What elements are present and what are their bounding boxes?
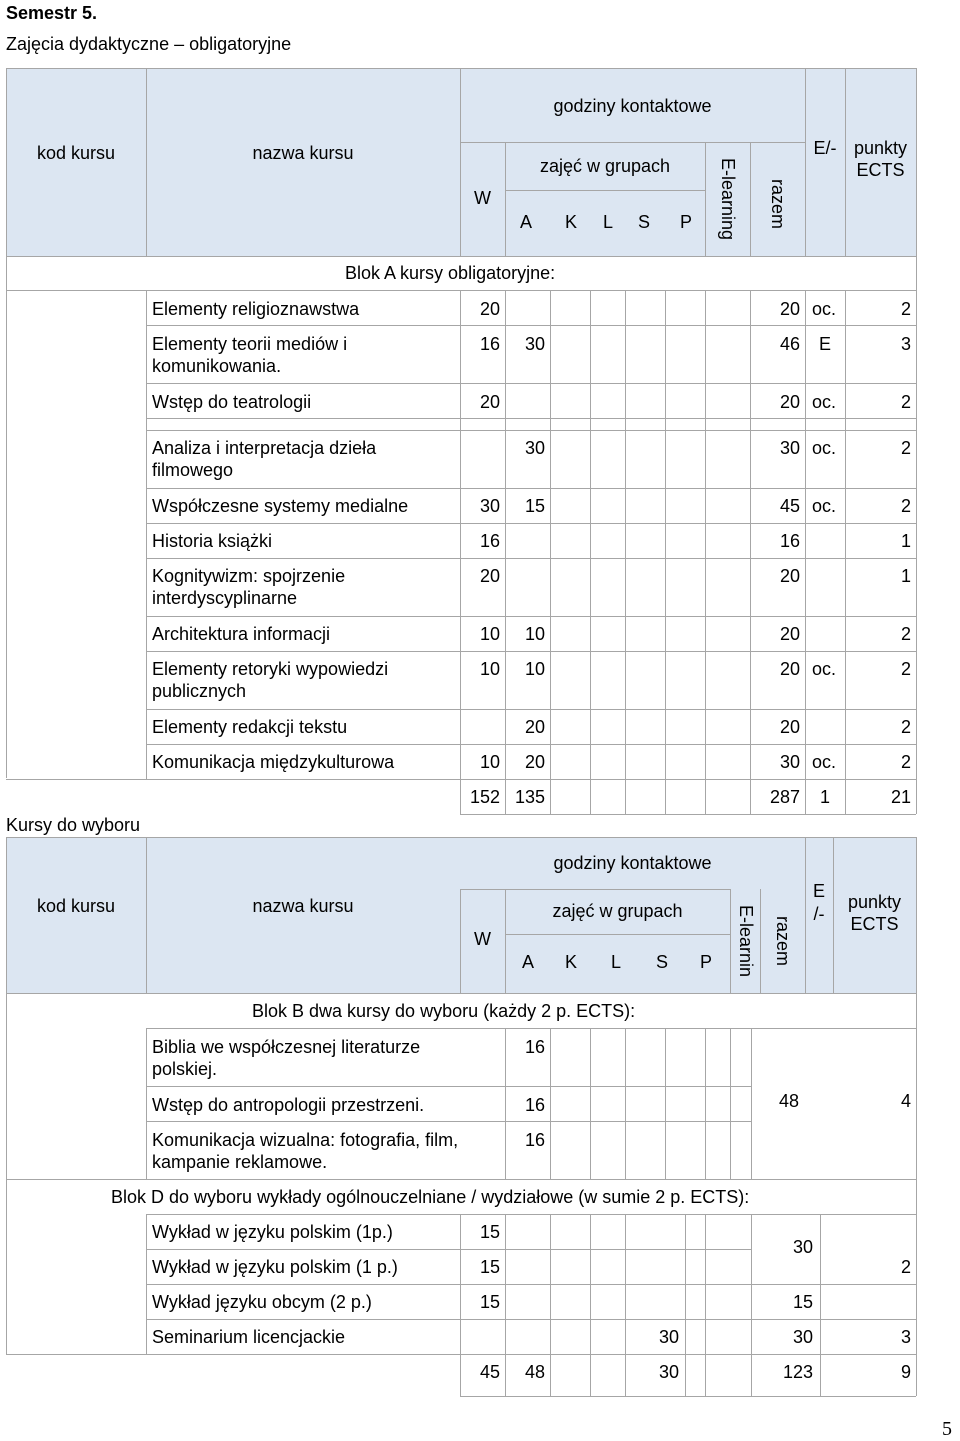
cell-ects: 2: [900, 659, 911, 679]
blok-a-title: Blok A kursy obligatoryjne:: [345, 263, 556, 283]
header-s: S: [637, 212, 650, 232]
cell-razem: 15: [792, 1292, 813, 1312]
header-p: P: [679, 212, 692, 232]
cell-w: 30: [479, 496, 500, 516]
cell-w: 15: [479, 1292, 500, 1312]
course-name: Elementy teorii mediów i komunikowania.: [152, 334, 348, 376]
cell-a: 10: [524, 624, 545, 644]
header2-a: A: [521, 952, 534, 972]
course-name: Wykład w języku polskim (1 p.): [152, 1257, 398, 1277]
cell-e: oc.: [812, 392, 837, 412]
total2-s: 30: [658, 1362, 679, 1382]
header2-l: L: [610, 952, 621, 972]
course-name: Historia książki: [152, 531, 273, 551]
cell-ects: 3: [900, 1327, 911, 1347]
cell-razem: 20: [779, 566, 800, 586]
cell-e: E: [818, 334, 831, 354]
blok-b-razem: 48: [778, 1091, 799, 1111]
cell-ects: 2: [900, 392, 911, 412]
cell-e: oc.: [812, 752, 837, 772]
cell-w: 10: [479, 752, 500, 772]
header2-w: W: [474, 929, 491, 949]
cell-w: 10: [479, 624, 500, 644]
header2-slash: /-: [813, 904, 825, 924]
course-name: Architektura informacji: [152, 624, 331, 644]
course-name: Elementy redakcji tekstu: [152, 717, 348, 737]
cell-razem: 46: [779, 334, 800, 354]
header2-k: K: [564, 952, 577, 972]
course-name: Komunikacja międzykulturowa: [152, 752, 395, 772]
header2-kod-kursu: kod kursu: [36, 896, 116, 916]
page-number: 5: [942, 1418, 952, 1440]
cell-razem: 20: [779, 392, 800, 412]
cell-a: 30: [524, 438, 545, 458]
cell-e: oc.: [812, 496, 837, 516]
header-k: K: [564, 212, 577, 232]
cell-ects: 3: [900, 334, 911, 354]
header2-p: P: [699, 952, 712, 972]
total2-ects: 9: [900, 1362, 911, 1382]
header-kod-kursu: kod kursu: [36, 143, 116, 163]
course-name: Wstęp do antropologii przestrzeni.: [152, 1095, 425, 1115]
header-razem: razem: [768, 178, 788, 229]
header-l: L: [602, 212, 613, 232]
cell-e: oc.: [812, 659, 837, 679]
header2-godziny-kontaktowe: godziny kontaktowe: [553, 853, 712, 873]
header2-razem: razem: [773, 915, 793, 966]
blok-d-ects-merged: 2: [900, 1257, 911, 1277]
course-name: Seminarium licencjackie: [152, 1327, 346, 1347]
header2-ects: ECTS: [850, 914, 899, 934]
cell-ects: 2: [900, 299, 911, 319]
cell-a: 16: [524, 1095, 545, 1115]
course-name: Kognitywizm: spojrzenie interdyscyplinarne: [152, 566, 346, 608]
header-zajec-w-grupach: zajęć w grupach: [539, 156, 671, 176]
cell-a: 10: [524, 659, 545, 679]
blok-d-title: Blok D do wyboru wykłady ogólnouczelniane / wydziałowe (w sumie 2 p. ECTS):: [111, 1187, 750, 1207]
header-punkty: punkty: [853, 138, 908, 158]
total-ects: 21: [890, 787, 911, 807]
cell-a: 20: [524, 717, 545, 737]
cell-razem: 20: [779, 624, 800, 644]
total-e: 1: [819, 787, 830, 807]
cell-a: 15: [524, 496, 545, 516]
cell-w: 16: [479, 531, 500, 551]
course-name: Wykład języku obcym (2 p.): [152, 1292, 372, 1312]
cell-w: 20: [479, 299, 500, 319]
total-razem: 287: [769, 787, 800, 807]
blok-b-ects: 4: [900, 1091, 911, 1111]
cell-razem: 30: [779, 438, 800, 458]
cell-e: oc.: [812, 438, 837, 458]
course-name: Analiza i interpretacja dzieła filmowego: [152, 438, 377, 480]
header2-s: S: [655, 952, 668, 972]
header2-zajec-w-grupach: zajęć w grupach: [552, 901, 683, 921]
cell-w: 15: [479, 1257, 500, 1277]
cell-ects: 1: [900, 531, 911, 551]
cell-razem: 30: [779, 752, 800, 772]
header-elearning: E-learning: [718, 157, 738, 241]
cell-a: 16: [524, 1130, 545, 1150]
total2-w: 45: [479, 1362, 500, 1382]
header-godziny-kontaktowe: godziny kontaktowe: [553, 96, 712, 116]
cell-e: oc.: [812, 299, 837, 319]
cell-ects: 2: [900, 496, 911, 516]
cell-w: 15: [479, 1222, 500, 1242]
cell-a: 20: [524, 752, 545, 772]
course-name: Wstęp do teatrologii: [152, 392, 312, 412]
course-name: Wykład w języku polskim (1p.): [152, 1222, 393, 1242]
course-name: Elementy retoryki wypowiedzi publicznych: [152, 659, 389, 701]
cell-ects: 2: [900, 752, 911, 772]
course-name: Współczesne systemy medialne: [152, 496, 409, 516]
cell-ects: 2: [900, 717, 911, 737]
header-e-slash: E/-: [813, 138, 837, 158]
header2-e: E: [812, 881, 825, 901]
course-name: Biblia we współczesnej literaturze polskiej.: [152, 1037, 421, 1079]
cell-a: 16: [524, 1037, 545, 1057]
cell-razem: 30: [792, 1327, 813, 1347]
course-name: Elementy religioznawstwa: [152, 299, 360, 319]
cell-s: 30: [658, 1327, 679, 1347]
cell-ects: 2: [900, 438, 911, 458]
blok-b-title: Blok B dwa kursy do wyboru (każdy 2 p. ECTS):: [252, 1001, 636, 1021]
total-w: 152: [469, 787, 500, 807]
header-ects: ECTS: [856, 160, 905, 180]
cell-razem: 20: [779, 717, 800, 737]
header-nazwa-kursu: nazwa kursu: [252, 143, 354, 163]
header2-nazwa-kursu: nazwa kursu: [252, 896, 354, 916]
total2-razem: 123: [782, 1362, 813, 1382]
semester-title: Semestr 5.: [6, 3, 98, 23]
cell-w: 20: [479, 566, 500, 586]
kursy-do-wyboru-heading: Kursy do wyboru: [6, 815, 141, 835]
cell-razem: 20: [779, 299, 800, 319]
total-a: 135: [514, 787, 545, 807]
header-a: A: [519, 212, 532, 232]
course-name: Komunikacja wizualna: fotografia, film, kampanie reklamowe.: [152, 1130, 459, 1172]
cell-razem: 45: [779, 496, 800, 516]
header2-punkty: punkty: [847, 892, 902, 912]
cell-a: 30: [524, 334, 545, 354]
cell-w: 20: [479, 392, 500, 412]
page-subtitle: Zajęcia dydaktyczne – obligatoryjne: [6, 34, 292, 54]
cell-w: 16: [479, 334, 500, 354]
cell-ects: 1: [900, 566, 911, 586]
total2-a: 48: [524, 1362, 545, 1382]
cell-w: 10: [479, 659, 500, 679]
header-w: W: [474, 188, 491, 208]
cell-razem: 20: [779, 659, 800, 679]
header2-elearning: E-learnin: [736, 904, 756, 978]
blok-d-razem-merged: 30: [792, 1237, 813, 1257]
cell-ects: 2: [900, 624, 911, 644]
cell-razem: 16: [779, 531, 800, 551]
